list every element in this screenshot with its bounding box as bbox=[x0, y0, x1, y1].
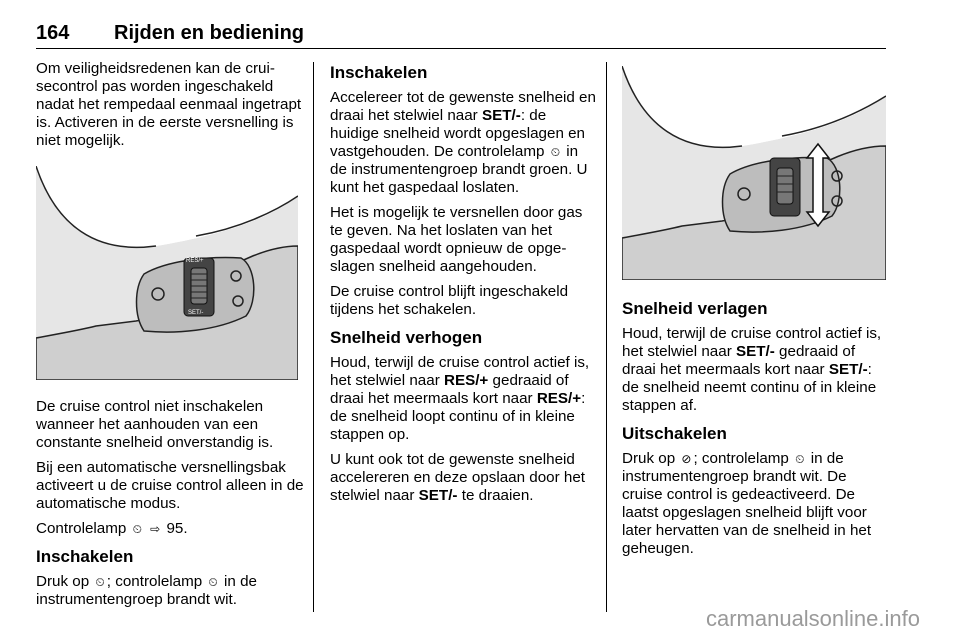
cruise-control-button-icon: ⏲ bbox=[95, 575, 105, 590]
cruise-control-lamp-icon: ⏲ bbox=[208, 575, 218, 590]
figure-label-set: SET/- bbox=[188, 310, 204, 316]
paragraph: De cruise control niet inschakelen wanneer het aanhouden van een constante snelheid onverstandig is. bbox=[36, 398, 274, 451]
paragraph: Houd, terwijl de cruise control actief is, het stelwiel naar SET/- gedraaid of draai het meermaals kort naar SET/-: de snelheid neemt continu of in kleine stappen af. bbox=[622, 325, 882, 414]
paragraph: U kunt ook tot de gewenste snelheid accelereren en deze opslaan door het stelwiel naar SET/- te draaien. bbox=[330, 451, 585, 505]
page-reference-icon: ⇨ bbox=[150, 522, 161, 536]
column-2 bbox=[330, 60, 598, 512]
paragraph: Het is mogelijk te versnellen door gas te geven. Na het loslaten van het gaspedaal wordt opnieuw de opgeslagen snelheid aangehouden. bbox=[330, 204, 583, 276]
column-3 bbox=[622, 66, 888, 565]
steering-wheel-figure bbox=[36, 166, 298, 380]
column-divider bbox=[606, 62, 607, 612]
steering-wheel-figure bbox=[622, 66, 886, 280]
paragraph: Controlelamp ⏲ ⇨ 95. bbox=[36, 520, 188, 538]
page-title: Rijden en bediening bbox=[114, 22, 305, 44]
section-heading: Uitschakelen bbox=[622, 424, 727, 443]
watermark: carmanualsonline.info bbox=[705, 606, 920, 631]
column-1 bbox=[36, 60, 304, 616]
cancel-button-icon: ⊘ bbox=[681, 452, 692, 466]
paragraph: Houd, terwijl de cruise control actief is, het stelwiel naar RES/+ gedraaid of draai het meermaals kort naar RES/+: de snelheid loopt continu of in kleine stappen op. bbox=[330, 354, 590, 444]
paragraph: De cruise control blijft ingeschakeld tijdens het schakelen. bbox=[330, 283, 569, 319]
page-number: 164 bbox=[36, 22, 70, 44]
section-heading: Snelheid verlagen bbox=[622, 299, 768, 318]
paragraph: Om veiligheidsredenen kan de cruisecontrol pas worden ingeschakeld nadat het rempedaal eenmaal ingetrapt is. Activeren in de eerste versnelling is niet mogelijk. bbox=[36, 60, 302, 149]
cruise-control-lamp-icon: ⏲ bbox=[795, 452, 805, 466]
figure-label-res: RES/+ bbox=[186, 258, 204, 264]
paragraph: Bij een automatische versnellingsbak activeert u de cruise control alleen in de automatische modus. bbox=[36, 459, 304, 512]
paragraph: Accelereer tot de gewenste snelheid en draai het stelwiel naar SET/-: de huidige snelheid wordt opgeslagen en vastgehouden. De controlelamp ⏲ in de instrumentengroep brandt groen. U kunt het gaspedaal loslaten. bbox=[330, 89, 596, 197]
column-divider bbox=[313, 62, 314, 612]
section-heading: Inschakelen bbox=[36, 547, 134, 567]
paragraph: Druk op ⏲ ; controlelamp ⏲ in de instrumentengroep brandt wit. bbox=[36, 573, 257, 609]
cruise-control-lamp-icon: ⏲ bbox=[550, 145, 561, 159]
cruise-control-lamp-icon: ⏲ bbox=[132, 522, 142, 536]
section-heading: Inschakelen bbox=[330, 63, 428, 82]
section-heading: Snelheid verhogen bbox=[330, 328, 483, 348]
page-header bbox=[36, 22, 886, 49]
paragraph: Druk op ⊘ ; controlelamp ⏲ in de instrumentengroep brandt wit. De cruise control is gedeactiveerd. De laatst opgeslagen snelheid blijft voor later hervatten van de snelheid in het geheugen. bbox=[622, 450, 872, 558]
